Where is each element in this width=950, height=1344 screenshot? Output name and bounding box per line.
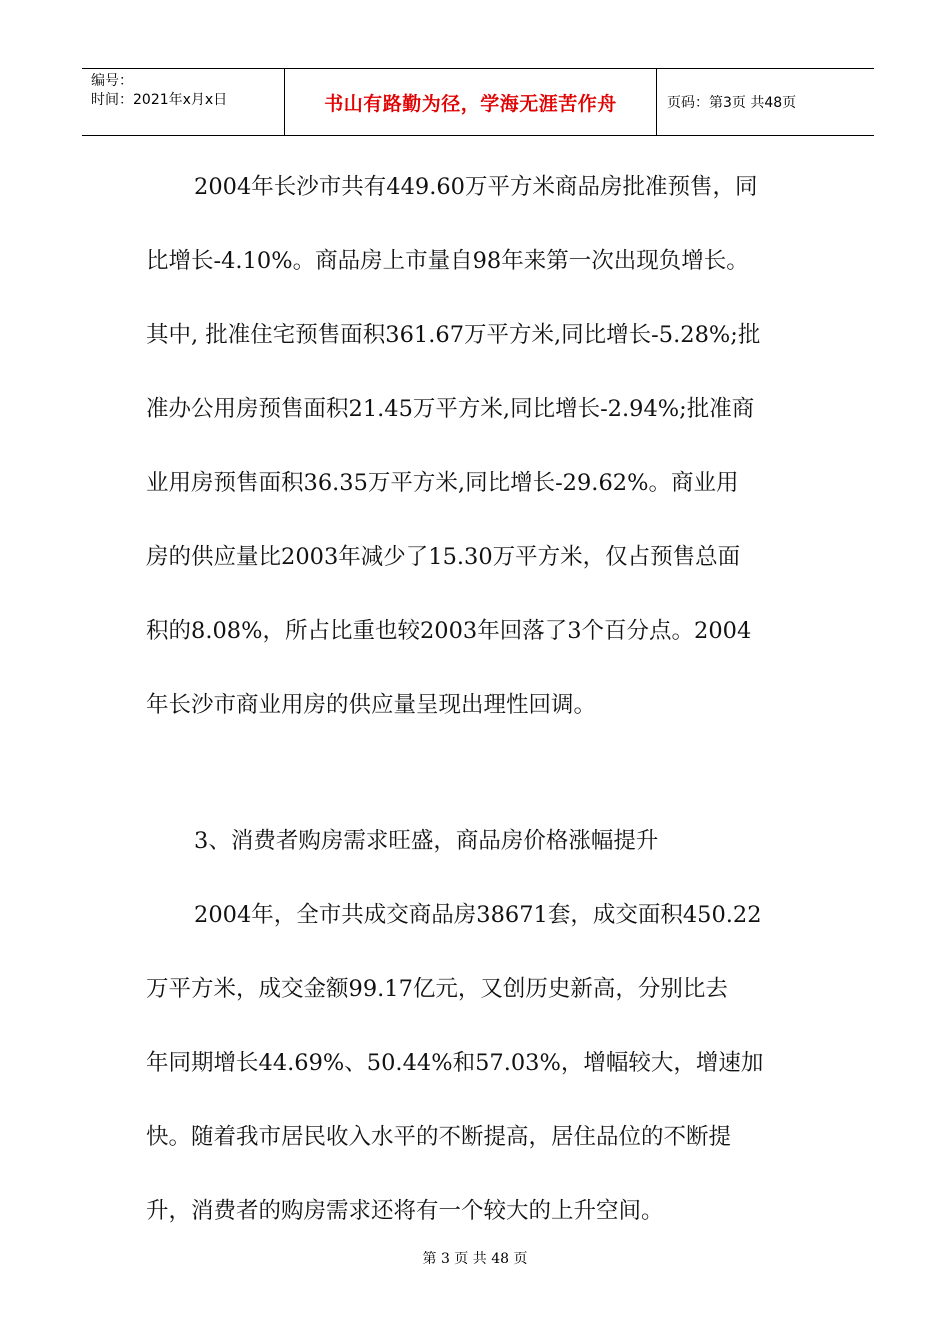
paragraph-line: 2004年长沙市共有449.60万平方米商品房批准预售，同 xyxy=(194,174,758,200)
paragraph-line: 比增长-4.10%。商品房上市量自98年来第一次出现负增长。 xyxy=(146,248,749,274)
serial-number-label: 编号： xyxy=(91,73,133,89)
paragraph-line: 升，消费者的购房需求还将有一个较大的上升空间。 xyxy=(146,1198,664,1224)
paragraph-line: 积的8.08%，所占比重也较2003年回落了3个百分点。2004 xyxy=(146,618,752,644)
paragraph-line: 2004年，全市共成交商品房38671套，成交面积450.22 xyxy=(194,902,762,928)
header-table xyxy=(82,68,874,136)
header-motto: 书山有路勤为径，学海无涯苦作舟 xyxy=(284,69,657,135)
page-footer: 第 3 页 共 48 页 xyxy=(422,1251,528,1267)
paragraph-line: 房的供应量比2003年减少了15.30万平方米，仅占预售总面 xyxy=(146,544,741,570)
document-body xyxy=(146,150,826,1248)
date-label: 时间：2021年x月x日 xyxy=(91,92,228,108)
paragraph-line: 万平方米，成交金额99.17亿元，又创历史新高，分别比去 xyxy=(146,976,728,1002)
header-page-info: 页码：第3页 共48页 xyxy=(667,95,797,111)
paragraph-line: 其中, 批准住宅预售面积361.67万平方米,同比增长-5.28%;批 xyxy=(146,322,761,348)
section-heading: 3、消费者购房需求旺盛，商品房价格涨幅提升 xyxy=(194,828,659,854)
paragraph-line: 准办公用房预售面积21.45万平方米,同比增长-2.94%;批准商 xyxy=(146,396,755,422)
paragraph-line: 业用房预售面积36.35万平方米,同比增长-29.62%。商业用 xyxy=(146,470,739,496)
paragraph-line: 快。随着我市居民收入水平的不断提高，居住品位的不断提 xyxy=(146,1124,732,1150)
paragraph-line: 年长沙市商业用房的供应量呈现出理性回调。 xyxy=(146,692,597,718)
header-meta xyxy=(82,69,284,135)
paragraph-line: 年同期增长44.69%、50.44%和57.03%，增幅较大，增速加 xyxy=(146,1050,764,1076)
